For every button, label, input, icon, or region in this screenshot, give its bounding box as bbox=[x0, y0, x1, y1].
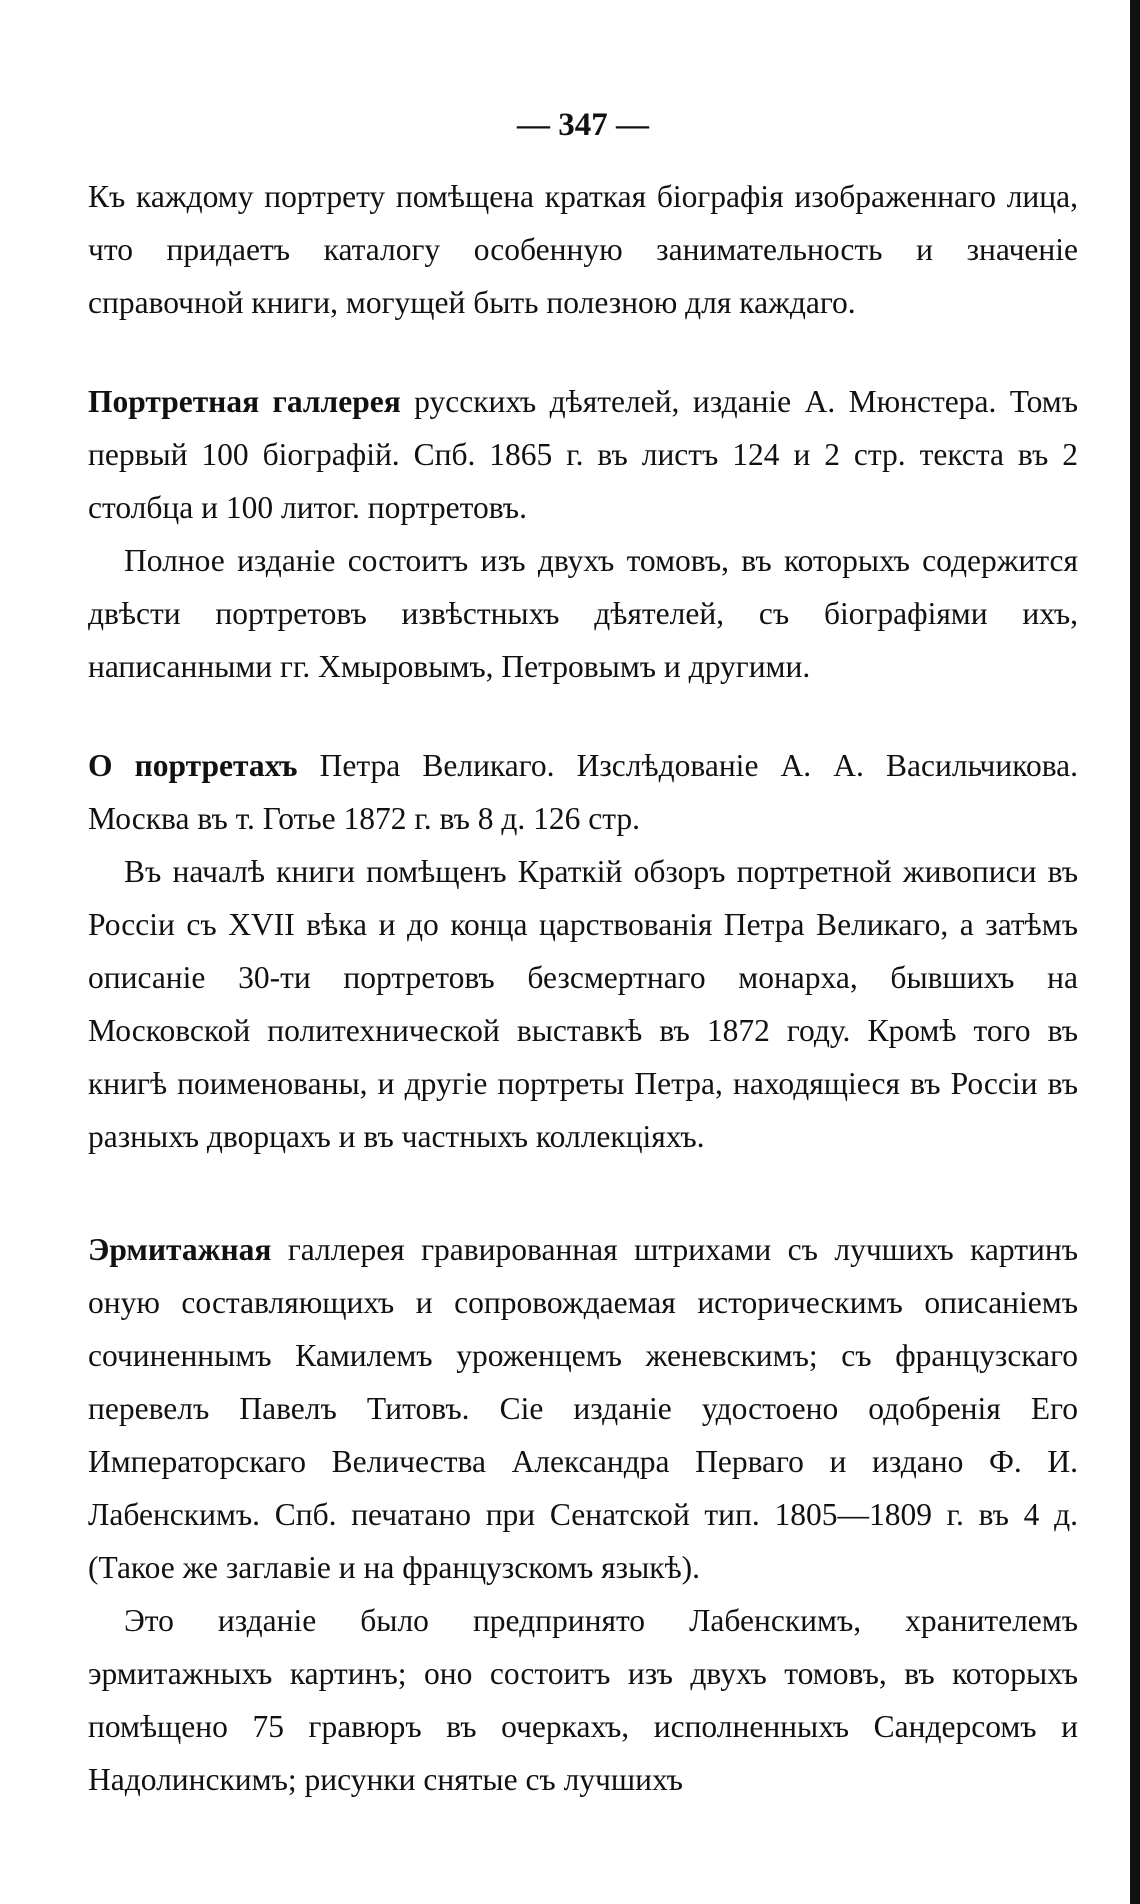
entry-title-text: русскихъ дѣятелей, изданіе А. Мюнстера. Томъ первый 100 біографій. Спб. 1865 г. въ листъ 124 и 2 стр. текста въ 2 столбца и 100 литог. портретовъ. bbox=[88, 384, 1079, 525]
page-edge-shadow bbox=[1130, 0, 1140, 1904]
entry-title-lead: Портретная галлерея bbox=[88, 384, 401, 419]
paragraph-full-edition bbox=[88, 534, 1078, 693]
entry-title-lead: Эрмитажная bbox=[88, 1232, 272, 1267]
paragraph-text: Къ каждому портрету помѣщена краткая біографія изображеннаго лица, что придаетъ каталогу особенную занимательность и значеніе справочной книги, могущей быть полезною для каждаго. bbox=[88, 179, 1078, 320]
paragraph-hermitage-description bbox=[88, 1594, 1078, 1806]
entry-portrait-gallery bbox=[88, 375, 1078, 534]
paragraph-text: Въ началѣ книги помѣщенъ Краткій обзоръ портретной живописи въ Россіи съ XVII вѣка и до конца царствованія Петра Великаго, а затѣмъ описаніе 30-ти портретовъ безсмертнаго монарха, бывшихъ на Московской политехнической выставкѣ въ 1872 году. Кромѣ того въ книгѣ поименованы, и другіе портреты Петра, находящіеся въ Россіи въ разныхъ дворцахъ и въ частныхъ коллекціяхъ. bbox=[88, 854, 1078, 1154]
entry-title-lead: О портретахъ bbox=[88, 748, 298, 783]
entry-title-text: галлерея гравированная штрихами съ лучшихъ картинъ оную составляющихъ и сопровождаемая историческимъ описаніемъ сочиненнымъ Камилемъ уроженцемъ женевскимъ; съ французскаго перевелъ Павелъ Титовъ. Сіе изданіе удостоено одобренія Его Императорскаго Величества Александра Перваго и издано Ф. И. Лабенскимъ. Спб. печатано при Сенатской тип. 1805—1809 г. въ 4 д. (Такое же заглавіе и на французскомъ языкѣ). bbox=[88, 1232, 1078, 1585]
paragraph-peter-overview bbox=[88, 845, 1078, 1163]
document-page bbox=[88, 98, 1078, 1806]
paragraph-text: Полное изданіе состоитъ изъ двухъ томовъ, въ которыхъ содержится двѣсти портретовъ извѣстныхъ дѣятелей, съ біографіями ихъ, написанными гг. Хмыровымъ, Петровымъ и другими. bbox=[88, 543, 1078, 684]
entry-hermitage-gallery bbox=[88, 1223, 1078, 1594]
entry-peter-portraits bbox=[88, 739, 1078, 845]
paragraph-catalog-biographies bbox=[88, 170, 1078, 329]
page-number: — 347 — bbox=[517, 107, 649, 143]
paragraph-text: Это изданіе было предпринято Лабенскимъ, хранителемъ эрмитажныхъ картинъ; оно состоитъ изъ двухъ томовъ, въ которыхъ помѣщено 75 гравюръ въ очеркахъ, исполненныхъ Сандерсомъ и Надолинскимъ; рисунки снятые съ лучшихъ bbox=[88, 1603, 1078, 1797]
entry-title-text: Петра Великаго. Изслѣдованіе А. А. Васильчикова. Москва въ т. Готье 1872 г. въ 8 д. 126 стр. bbox=[88, 748, 1079, 836]
